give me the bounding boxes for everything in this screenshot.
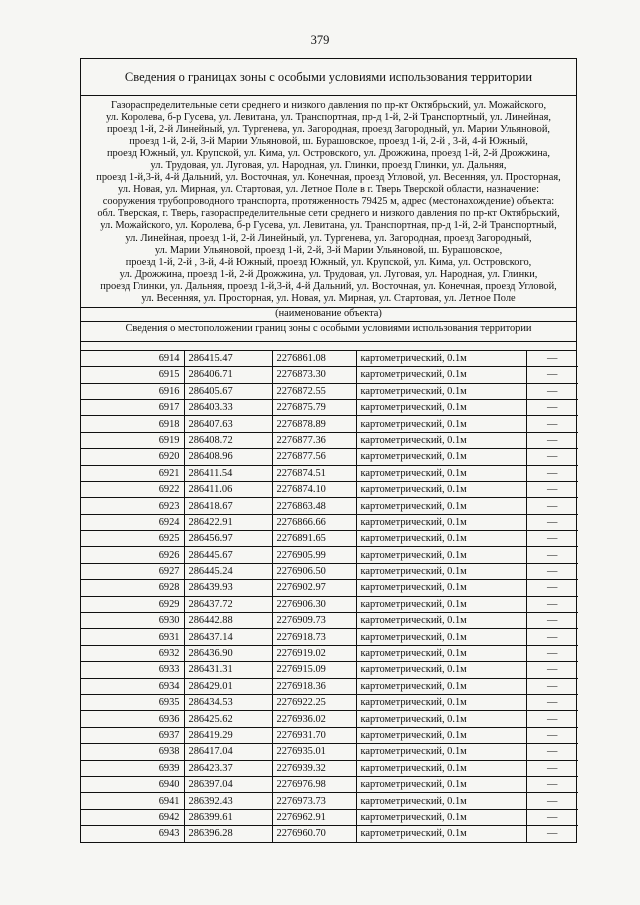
- y-coordinate-cell: 2276863.48: [272, 498, 356, 514]
- method-cell: картометрический, 0.1м: [356, 613, 526, 629]
- point-number-cell: 6922: [81, 481, 184, 497]
- method-cell: картометрический, 0.1м: [356, 514, 526, 530]
- point-number-cell: 6930: [81, 613, 184, 629]
- note-cell: —: [526, 399, 578, 415]
- x-coordinate-cell: 286396.28: [184, 826, 272, 842]
- description-line: ул. Марии Ульяновой, проезд 1-й, 2-й, 3-й Марии Ульяновой, ш. Бурашовское,: [154, 244, 503, 256]
- note-cell: —: [526, 465, 578, 481]
- y-coordinate-cell: 2276935.01: [272, 744, 356, 760]
- x-coordinate-cell: 286419.29: [184, 727, 272, 743]
- note-cell: —: [526, 383, 578, 399]
- method-cell: картометрический, 0.1м: [356, 645, 526, 661]
- note-cell: —: [526, 695, 578, 711]
- y-coordinate-cell: 2276918.73: [272, 629, 356, 645]
- note-cell: —: [526, 514, 578, 530]
- method-cell: картометрический, 0.1м: [356, 695, 526, 711]
- method-cell: картометрический, 0.1м: [356, 662, 526, 678]
- x-coordinate-cell: 286399.61: [184, 809, 272, 825]
- description-line: Газораспределительные сети среднего и низкого давления по пр-кт Октябрьский, ул. Можайского,: [110, 100, 547, 111]
- method-cell: картометрический, 0.1м: [356, 563, 526, 579]
- method-cell: картометрический, 0.1м: [356, 596, 526, 612]
- y-coordinate-cell: 2276906.50: [272, 563, 356, 579]
- description-line: ул. Дрожжина, проезд 1-й, 2-й Дрожжина, ул. Трудовая, ул. Луговая, ул. Народная, ул. Глинки,: [119, 268, 538, 280]
- point-number-cell: 6931: [81, 629, 184, 645]
- y-coordinate-cell: 2276891.65: [272, 531, 356, 547]
- point-number-cell: 6934: [81, 678, 184, 694]
- table-row: [81, 514, 578, 530]
- method-cell: картометрический, 0.1м: [356, 760, 526, 776]
- y-coordinate-cell: 2276874.51: [272, 465, 356, 481]
- note-cell: —: [526, 596, 578, 612]
- table-row: [81, 826, 578, 842]
- table-row: [81, 645, 578, 661]
- point-number-cell: 6914: [81, 351, 184, 367]
- description-line: проезд 1-й, 2-й , 3-й, 4-й Южный, проезд Южный, ул. Крупской, ул. Кима, ул. Островского,: [125, 256, 532, 268]
- x-coordinate-cell: 286425.62: [184, 711, 272, 727]
- table-row: [81, 760, 578, 776]
- method-cell: картометрический, 0.1м: [356, 498, 526, 514]
- y-coordinate-cell: 2276877.36: [272, 432, 356, 448]
- method-cell: картометрический, 0.1м: [356, 449, 526, 465]
- point-number-cell: 6916: [81, 383, 184, 399]
- point-number-cell: 6918: [81, 416, 184, 432]
- note-cell: —: [526, 744, 578, 760]
- description-line: проезд Глинки, ул. Дальняя, проезд 1-й,3-й, 4-й Дальний, ул. Восточная, ул. Конечная, проезд Угловой,: [100, 280, 557, 292]
- object-name-caption: (наименование объекта): [81, 308, 576, 322]
- table-row: [81, 531, 578, 547]
- method-cell: картометрический, 0.1м: [356, 727, 526, 743]
- table-row: [81, 416, 578, 432]
- table-row: [81, 776, 578, 792]
- description-line: обл. Тверская, г. Тверь, газораспределительные сети среднего и низкого давления по пр-кт Октябрьский,: [97, 208, 560, 220]
- y-coordinate-cell: 2276973.73: [272, 793, 356, 809]
- x-coordinate-cell: 286429.01: [184, 678, 272, 694]
- method-cell: картометрический, 0.1м: [356, 416, 526, 432]
- table-row: [81, 367, 578, 383]
- note-cell: —: [526, 662, 578, 678]
- zone-title: Сведения о границах зоны с особыми условиями использования территории: [81, 59, 576, 96]
- point-number-cell: 6926: [81, 547, 184, 563]
- y-coordinate-cell: 2276922.25: [272, 695, 356, 711]
- x-coordinate-cell: 286436.90: [184, 645, 272, 661]
- table-row: [81, 351, 578, 367]
- y-coordinate-cell: 2276939.32: [272, 760, 356, 776]
- method-cell: картометрический, 0.1м: [356, 826, 526, 842]
- x-coordinate-cell: 286392.43: [184, 793, 272, 809]
- note-cell: —: [526, 727, 578, 743]
- x-coordinate-cell: 286437.14: [184, 629, 272, 645]
- point-number-cell: 6936: [81, 711, 184, 727]
- y-coordinate-cell: 2276960.70: [272, 826, 356, 842]
- y-coordinate-cell: 2276878.89: [272, 416, 356, 432]
- note-cell: —: [526, 547, 578, 563]
- table-row: [81, 481, 578, 497]
- method-cell: картометрический, 0.1м: [356, 580, 526, 596]
- x-coordinate-cell: 286422.91: [184, 514, 272, 530]
- note-cell: —: [526, 580, 578, 596]
- table-row: [81, 383, 578, 399]
- x-coordinate-cell: 286445.67: [184, 547, 272, 563]
- y-coordinate-cell: 2276874.10: [272, 481, 356, 497]
- point-number-cell: 6937: [81, 727, 184, 743]
- method-cell: картометрический, 0.1м: [356, 531, 526, 547]
- x-coordinate-cell: 286418.67: [184, 498, 272, 514]
- table-row: [81, 465, 578, 481]
- point-number-cell: 6917: [81, 399, 184, 415]
- point-number-cell: 6919: [81, 432, 184, 448]
- x-coordinate-cell: 286417.04: [184, 744, 272, 760]
- point-number-cell: 6929: [81, 596, 184, 612]
- point-number-cell: 6921: [81, 465, 184, 481]
- point-number-cell: 6932: [81, 645, 184, 661]
- x-coordinate-cell: 286408.72: [184, 432, 272, 448]
- table-row: [81, 662, 578, 678]
- note-cell: —: [526, 449, 578, 465]
- note-cell: —: [526, 645, 578, 661]
- x-coordinate-cell: 286405.67: [184, 383, 272, 399]
- table-row: [81, 399, 578, 415]
- y-coordinate-cell: 2276919.02: [272, 645, 356, 661]
- table-row: [81, 793, 578, 809]
- table-row: [81, 432, 578, 448]
- x-coordinate-cell: 286403.33: [184, 399, 272, 415]
- method-cell: картометрический, 0.1м: [356, 809, 526, 825]
- method-cell: картометрический, 0.1м: [356, 367, 526, 383]
- table-row: [81, 629, 578, 645]
- note-cell: —: [526, 613, 578, 629]
- x-coordinate-cell: 286431.31: [184, 662, 272, 678]
- note-cell: —: [526, 678, 578, 694]
- method-cell: картометрический, 0.1м: [356, 776, 526, 792]
- point-number-cell: 6941: [81, 793, 184, 809]
- description-line: ул. Новая, ул. Мирная, ул. Стартовая, ул. Летное Поле в г. Тверь Тверской области, назначение:: [118, 184, 539, 196]
- method-cell: картометрический, 0.1м: [356, 399, 526, 415]
- method-cell: картометрический, 0.1м: [356, 678, 526, 694]
- description-line: ул. Линейная, проезд 1-й, 2-й Линейный, ул. Тургенева, ул. Загородная, проезд Загородный,: [125, 232, 532, 244]
- document-frame: [80, 58, 577, 843]
- point-number-cell: 6925: [81, 531, 184, 547]
- point-number-cell: 6920: [81, 449, 184, 465]
- method-cell: картометрический, 0.1м: [356, 547, 526, 563]
- y-coordinate-cell: 2276902.97: [272, 580, 356, 596]
- table-row: [81, 596, 578, 612]
- method-cell: картометрический, 0.1м: [356, 351, 526, 367]
- note-cell: —: [526, 432, 578, 448]
- note-cell: —: [526, 351, 578, 367]
- table-header-spacer: [81, 342, 576, 351]
- description-line: проезд 1-й, 2-й, 3-й Марии Ульяновой, ш. Бурашовское, проезд 1-й, 2-й , 3-й, 4-й Южный,: [129, 136, 528, 148]
- note-cell: —: [526, 809, 578, 825]
- x-coordinate-cell: 286439.93: [184, 580, 272, 596]
- method-cell: картометрический, 0.1м: [356, 711, 526, 727]
- point-number-cell: 6915: [81, 367, 184, 383]
- y-coordinate-cell: 2276906.30: [272, 596, 356, 612]
- table-row: [81, 547, 578, 563]
- description-line: проезд Южный, ул. Крупской, ул. Кима, ул. Островского, ул. Дрожжина, проезд 1-й, 2-й Дрожжина,: [106, 148, 550, 160]
- table-row: [81, 711, 578, 727]
- table-row: [81, 744, 578, 760]
- table-row: [81, 678, 578, 694]
- table-row: [81, 727, 578, 743]
- y-coordinate-cell: 2276872.55: [272, 383, 356, 399]
- point-number-cell: 6924: [81, 514, 184, 530]
- location-section-title: Сведения о местоположении границ зоны с особыми условиями использования территории: [81, 322, 576, 342]
- table-row: [81, 449, 578, 465]
- page-number: 379: [310, 33, 330, 47]
- y-coordinate-cell: 2276909.73: [272, 613, 356, 629]
- note-cell: —: [526, 416, 578, 432]
- y-coordinate-cell: 2276873.30: [272, 367, 356, 383]
- description-line: ул. Можайского, ул. Королева, б-р Гусева, ул. Левитана, ул. Транспортная, пр-д 1-й, 2-й Транспортный,: [100, 220, 557, 232]
- point-number-cell: 6935: [81, 695, 184, 711]
- note-cell: —: [526, 629, 578, 645]
- y-coordinate-cell: 2276936.02: [272, 711, 356, 727]
- point-number-cell: 6943: [81, 826, 184, 842]
- description-line: ул. Весенняя, ул. Просторная, ул. Новая, ул. Мирная, ул. Стартовая, ул. Летное Поле: [141, 292, 516, 304]
- x-coordinate-cell: 286442.88: [184, 613, 272, 629]
- x-coordinate-cell: 286408.96: [184, 449, 272, 465]
- note-cell: —: [526, 481, 578, 497]
- y-coordinate-cell: 2276905.99: [272, 547, 356, 563]
- table-row: [81, 580, 578, 596]
- table-row: [81, 809, 578, 825]
- method-cell: картометрический, 0.1м: [356, 432, 526, 448]
- object-description: [81, 96, 576, 308]
- description-line: ул. Королева, б-р Гусева, ул. Левитана, ул. Транспортная, пр-д 1-й, 2-й Транспортный, ул. Линейная,: [106, 112, 551, 124]
- x-coordinate-cell: 286437.72: [184, 596, 272, 612]
- x-coordinate-cell: 286434.53: [184, 695, 272, 711]
- point-number-cell: 6923: [81, 498, 184, 514]
- x-coordinate-cell: 286423.37: [184, 760, 272, 776]
- y-coordinate-cell: 2276918.36: [272, 678, 356, 694]
- method-cell: картометрический, 0.1м: [356, 481, 526, 497]
- description-line: ул. Трудовая, ул. Луговая, ул. Народная, ул. Глинки, проезд Глинки, ул. Дальняя,: [150, 160, 507, 172]
- x-coordinate-cell: 286456.97: [184, 531, 272, 547]
- note-cell: —: [526, 563, 578, 579]
- x-coordinate-cell: 286411.06: [184, 481, 272, 497]
- method-cell: картометрический, 0.1м: [356, 383, 526, 399]
- y-coordinate-cell: 2276931.70: [272, 727, 356, 743]
- x-coordinate-cell: 286445.24: [184, 563, 272, 579]
- y-coordinate-cell: 2276976.98: [272, 776, 356, 792]
- method-cell: картометрический, 0.1м: [356, 744, 526, 760]
- x-coordinate-cell: 286397.04: [184, 776, 272, 792]
- table-row: [81, 613, 578, 629]
- x-coordinate-cell: 286407.63: [184, 416, 272, 432]
- note-cell: —: [526, 531, 578, 547]
- point-number-cell: 6927: [81, 563, 184, 579]
- note-cell: —: [547, 828, 558, 840]
- point-number-cell: 6940: [81, 776, 184, 792]
- note-cell: —: [526, 711, 578, 727]
- y-coordinate-cell: 2276861.08: [272, 351, 356, 367]
- note-cell: —: [526, 498, 578, 514]
- point-number-cell: 6933: [81, 662, 184, 678]
- point-number-cell: 6939: [81, 760, 184, 776]
- x-coordinate-cell: 286406.71: [184, 367, 272, 383]
- y-coordinate-cell: 2276877.56: [272, 449, 356, 465]
- table-row: [81, 563, 578, 579]
- point-number-cell: 6942: [81, 809, 184, 825]
- method-cell: картометрический, 0.1м: [356, 629, 526, 645]
- x-coordinate-cell: 286415.47: [184, 351, 272, 367]
- coordinates-table: [81, 351, 578, 842]
- note-cell: —: [526, 760, 578, 776]
- description-line: проезд 1-й,3-й, 4-й Дальний, ул. Восточная, ул. Конечная, проезд Угловой, ул. Весенняя, ул. Просторная,: [96, 172, 561, 184]
- y-coordinate-cell: 2276915.09: [272, 662, 356, 678]
- point-number-cell: 6938: [81, 744, 184, 760]
- y-coordinate-cell: 2276875.79: [272, 399, 356, 415]
- table-row: [81, 498, 578, 514]
- x-coordinate-cell: 286411.54: [184, 465, 272, 481]
- description-line: сооружения трубопроводного транспорта, протяженность 79425 м, адрес (местонахождение) объекта:: [102, 196, 555, 208]
- note-cell: —: [526, 367, 578, 383]
- point-number-cell: 6928: [81, 580, 184, 596]
- y-coordinate-cell: 2276866.66: [272, 514, 356, 530]
- method-cell: картометрический, 0.1м: [356, 465, 526, 481]
- table-row: [81, 695, 578, 711]
- method-cell: картометрический, 0.1м: [356, 793, 526, 809]
- note-cell: —: [526, 776, 578, 792]
- note-cell: —: [526, 793, 578, 809]
- y-coordinate-cell: 2276962.91: [272, 809, 356, 825]
- description-line: проезд 1-й, 2-й Линейный, ул. Тургенева, ул. Загородная, проезд Загородный, ул. Марии Ульяновой,: [107, 124, 550, 136]
